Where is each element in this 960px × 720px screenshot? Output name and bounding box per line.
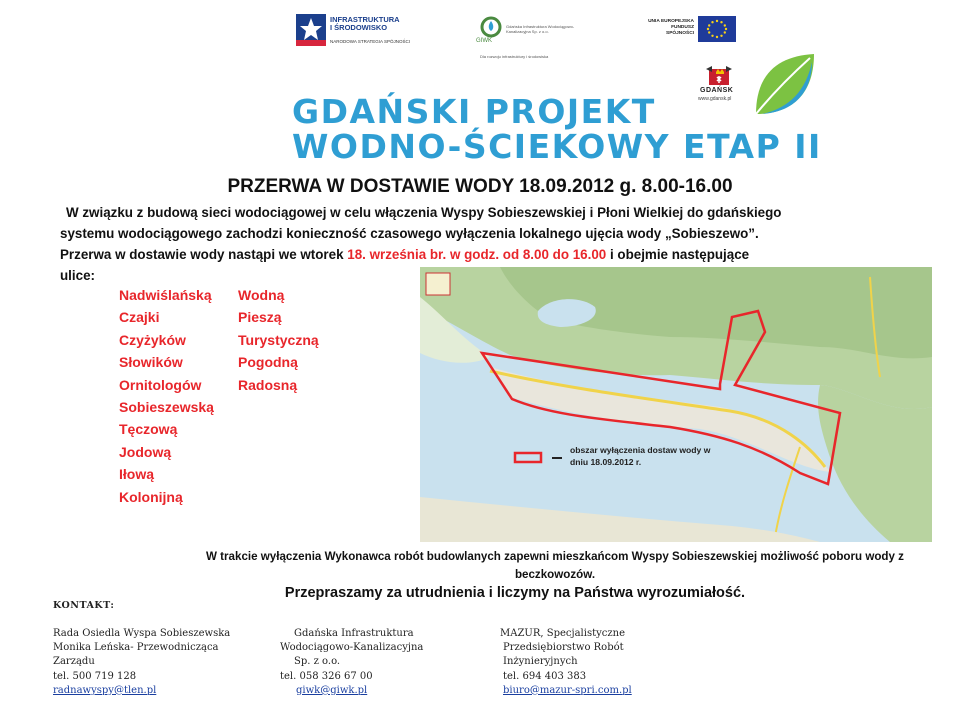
map-legend-line1: obszar wyłączenia dostaw wody w	[570, 445, 711, 455]
outage-time: 18. września br. w godz. od 8.00 do 16.00	[347, 247, 607, 262]
infrastruktura-icon	[296, 14, 326, 46]
street-item: Sobieszewską	[119, 399, 214, 416]
contact-rada-osiedla: Rada Osiedla Wyspa Sobieszewska Monika Leńska- Przewodnicząca Zarządu tel. 500 719 128 radnawyspy@tlen.pl	[53, 628, 231, 696]
email-link-radnawyspy[interactable]: radnawyspy@tlen.pl	[53, 684, 157, 696]
street-item: Wodną	[238, 287, 285, 303]
headline: PRZERWA W DOSTAWIE WODY 18.09.2012 g. 8.00-16.00	[227, 176, 733, 197]
streets-column-1	[119, 284, 214, 508]
green-leaf-icon	[750, 52, 816, 118]
giwk-icon	[480, 16, 502, 38]
street-item: Czajki	[119, 309, 160, 326]
street-item: Kolonijną	[119, 488, 183, 505]
apology-note: Przepraszamy za utrudnienia i liczymy na Państwa wyrozumiałość.	[284, 585, 746, 601]
street-item: Radosną	[238, 376, 298, 393]
email-link-mazur[interactable]: biuro@mazur-spri.com.pl	[503, 684, 632, 696]
infrastruktura-name: INFRASTRUKTURA I ŚRODOWISKO	[330, 15, 400, 32]
street-item: Turystyczną	[238, 331, 319, 348]
street-item: Ornitologów	[119, 376, 202, 393]
announcement-paragraph: W związku z budową sieci wodociągowej w celu włączenia Wyspy Sobieszewskiej i Płoni Wielkiej do gdańskiego systemu wodociągowego zachodzi konieczność czasowego wyłączenia lokalnego ujęcia wody „Sobieszewo”. Przerwa w dostawie wody nastąpi we wtorek 18. września br. w godz. od 8.00 do 16.00 i obejmie następujące ulice:	[60, 205, 782, 283]
street-item: Jodową	[119, 443, 172, 460]
project-title-line1: GDAŃSKI PROJEKT	[292, 92, 656, 131]
street-item: Iłową	[119, 466, 155, 483]
giwk-tagline: Dla rozwoju infrastruktury i środowiska	[480, 54, 549, 59]
contact-mazur: MAZUR, Specjalistyczne Przedsiębiorstwo Robót Inżynieryjnych tel. 694 403 383 biuro@mazur-spri.com.pl	[500, 628, 632, 696]
street-item: Pieszą	[238, 309, 282, 326]
map-legend-line2: dniu 18.09.2012 r.	[570, 457, 642, 467]
eu-flag-icon	[698, 16, 736, 42]
street-item: Czyżyków	[119, 331, 186, 348]
tanker-note: W trakcie wyłączenia Wykonawca robót budowlanych zapewni mieszkańcom Wyspy Sobieszewskiej możliwość poboru wody z beczkowozów.	[206, 550, 904, 581]
contact-giwk: Gdańska Infrastruktura Wodociągowo-Kanalizacyjna Sp. z o.o. tel. 058 326 67 00 giwk@giwk.pl	[280, 628, 424, 696]
giwk-logo: GIWK Gdańska Infrastruktura Wodociągowo-Kanalizacyjna Sp. z o.o.	[476, 14, 596, 48]
gdansk-coat-of-arms-icon	[704, 66, 734, 86]
street-item: Nadwiślańską	[119, 287, 212, 303]
street-item: Pogodną	[238, 354, 298, 371]
streets-column-2	[238, 284, 319, 396]
contact-title: KONTAKT:	[53, 600, 115, 611]
project-title-line2: WODNO-ŚCIEKOWY ETAP II	[292, 127, 822, 166]
email-link-giwk[interactable]: giwk@giwk.pl	[296, 684, 368, 696]
eu-logo: UNIA EUROPEJSKA FUNDUSZ SPÓJNOŚCI	[642, 16, 742, 42]
gdansk-logo: GDAŃSK www.gdansk.pl	[698, 66, 740, 106]
street-item: Tęczową	[119, 421, 178, 438]
infrastruktura-logo	[296, 14, 446, 48]
infrastruktura-subtitle: NARODOWA STRATEGIA SPÓJNOŚCI	[330, 39, 411, 44]
street-item: Słowików	[119, 354, 183, 371]
outage-area-map	[420, 267, 932, 542]
